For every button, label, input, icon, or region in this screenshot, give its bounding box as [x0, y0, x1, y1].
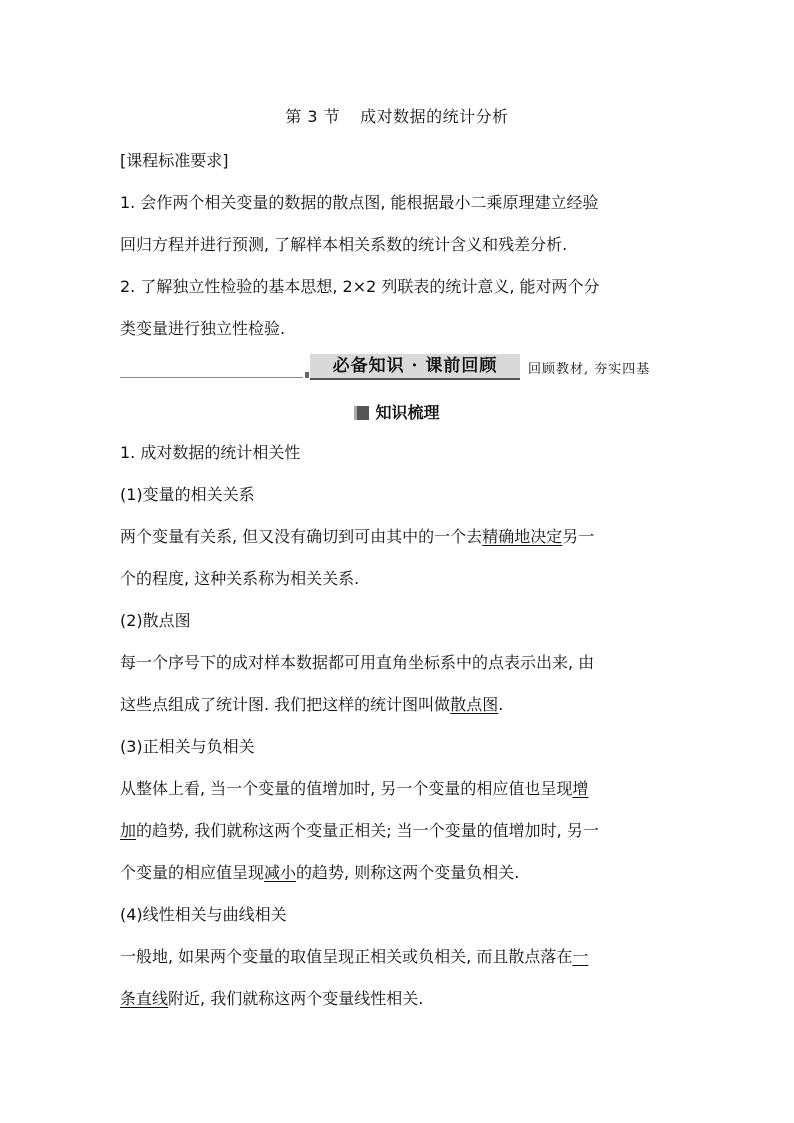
underlined-term: 散点图: [450, 695, 499, 714]
section-title: 成对数据的统计分析: [360, 107, 509, 126]
text-run: 个变量的相应值呈现: [120, 863, 265, 882]
text-run: 两个变量有关系, 但又没有确切到可由其中的一个去: [120, 527, 483, 546]
square-bullet-icon: [354, 406, 369, 420]
subsection-3-line-1: [120, 776, 588, 799]
subsection-1-line-1: [120, 524, 594, 547]
text-run: 从整体上看, 当一个变量的值增加时, 另一个变量的相应值也呈现: [120, 779, 573, 798]
subsection-1-line-2: 个的程度, 这种关系称为相关关系.: [120, 569, 360, 588]
text-run: .: [498, 695, 504, 714]
requirement-1-line-2: 回归方程并进行预测, 了解样本相关系数的统计含义和残差分析.: [120, 235, 568, 254]
banner-subtitle: 回顾教材, 夯实四基: [528, 362, 651, 377]
text-run: 的趋势, 我们就称这两个变量正相关; 当一个变量的值增加时, 另一: [136, 821, 599, 840]
knowledge-heading-text: 知识梳理: [375, 403, 440, 422]
banner-marker: [305, 372, 309, 378]
subsection-2-line-1: 每一个序号下的成对样本数据都可用直角坐标系中的点表示出来, 由: [120, 653, 595, 672]
requirements-heading: [课程标准要求]: [120, 151, 229, 170]
underlined-term: 条直线: [120, 989, 169, 1008]
subsection-4-title: (4)线性相关与曲线相关: [120, 905, 287, 924]
banner-label: 必备知识 · 课前回顾: [310, 354, 520, 380]
requirement-2-line-2: 类变量进行独立性检验.: [120, 319, 286, 338]
text-run: 附近, 我们就称这两个变量线性相关.: [168, 989, 424, 1008]
underlined-term: 增: [572, 779, 589, 798]
text-run: 这些点组成了统计图. 我们把这样的统计图叫做: [120, 695, 451, 714]
subsection-4-line-2: [120, 986, 423, 1009]
subsection-1-title: (1)变量的相关关系: [120, 485, 255, 504]
underlined-term: 精确地决定: [482, 527, 563, 546]
subsection-3-line-3: [120, 860, 519, 883]
section-number: 第 3 节: [285, 107, 341, 126]
topic-heading: 1. 成对数据的统计相关性: [120, 443, 301, 462]
knowledge-heading: [0, 400, 794, 423]
underlined-term: 一: [572, 947, 589, 966]
subsection-3-title: (3)正相关与负相关: [120, 737, 255, 756]
underlined-term: 减小: [264, 863, 297, 882]
banner-rule: [120, 377, 303, 378]
text-run: 另一: [562, 527, 595, 546]
subsection-2-line-2: [120, 692, 503, 715]
subsection-4-line-1: [120, 944, 588, 967]
subsection-3-line-2: [120, 818, 599, 841]
requirement-1-line-1: 1. 会作两个相关变量的数据的散点图, 能根据最小二乘原理建立经验: [120, 193, 599, 212]
subsection-2-title: (2)散点图: [120, 611, 191, 630]
section-banner: [120, 350, 670, 380]
text-run: 的趋势, 则称这两个变量负相关.: [296, 863, 520, 882]
text-run: 一般地, 如果两个变量的取值呈现正相关或负相关, 而且散点落在: [120, 947, 573, 966]
underlined-term: 加: [120, 821, 137, 840]
requirement-2-line-1: 2. 了解独立性检验的基本思想, 2×2 列联表的统计意义, 能对两个分: [120, 277, 600, 296]
page-title: [0, 104, 794, 127]
